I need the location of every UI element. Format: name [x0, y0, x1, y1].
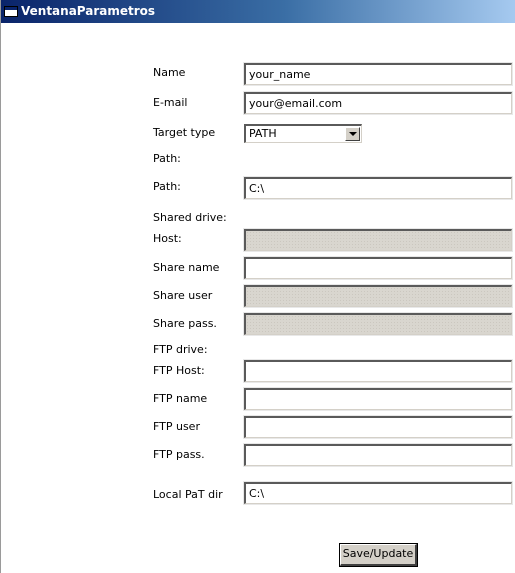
share-user-label: Share user [153, 289, 213, 302]
target-type-value: PATH [249, 127, 277, 140]
local-dir-label: Local PaT dir [153, 488, 223, 501]
name-field[interactable]: your_name [244, 63, 512, 85]
ftp-pass-field[interactable] [244, 444, 512, 466]
window-icon [4, 6, 18, 17]
window-title: VentanaParametros [21, 4, 156, 18]
email-field[interactable]: your@email.com [244, 92, 512, 114]
path-field[interactable]: C:\ [244, 177, 512, 199]
ftp-name-label: FTP name [153, 392, 208, 405]
path-label: Path: [153, 180, 181, 193]
ftp-user-field[interactable] [244, 416, 512, 438]
title-bar[interactable] [1, 0, 515, 23]
ftp-host-label: FTP Host: [153, 364, 205, 377]
path-section-label: Path: [153, 152, 181, 165]
ftp-drive-section-label: FTP drive: [153, 343, 208, 356]
chevron-down-icon[interactable] [345, 127, 360, 141]
shared-drive-section-label: Shared drive: [153, 211, 227, 224]
ftp-user-label: FTP user [153, 420, 200, 433]
share-pass-field [244, 313, 512, 335]
ftp-pass-label: FTP pass. [153, 448, 205, 461]
share-name-label: Share name [153, 261, 220, 274]
share-user-field [244, 285, 512, 307]
share-pass-label: Share pass. [153, 317, 217, 330]
share-name-field[interactable] [244, 257, 512, 279]
ftp-host-field[interactable] [244, 360, 512, 382]
name-label: Name [153, 66, 186, 79]
local-dir-field[interactable]: C:\ [244, 482, 512, 504]
ftp-name-field[interactable] [244, 388, 512, 410]
target-type-select[interactable] [244, 124, 362, 143]
target-type-label: Target type [153, 126, 216, 139]
save-update-button[interactable]: Save/Update [340, 544, 417, 566]
email-label: E-mail [153, 96, 188, 109]
host-label: Host: [153, 232, 182, 245]
host-field [244, 229, 512, 251]
